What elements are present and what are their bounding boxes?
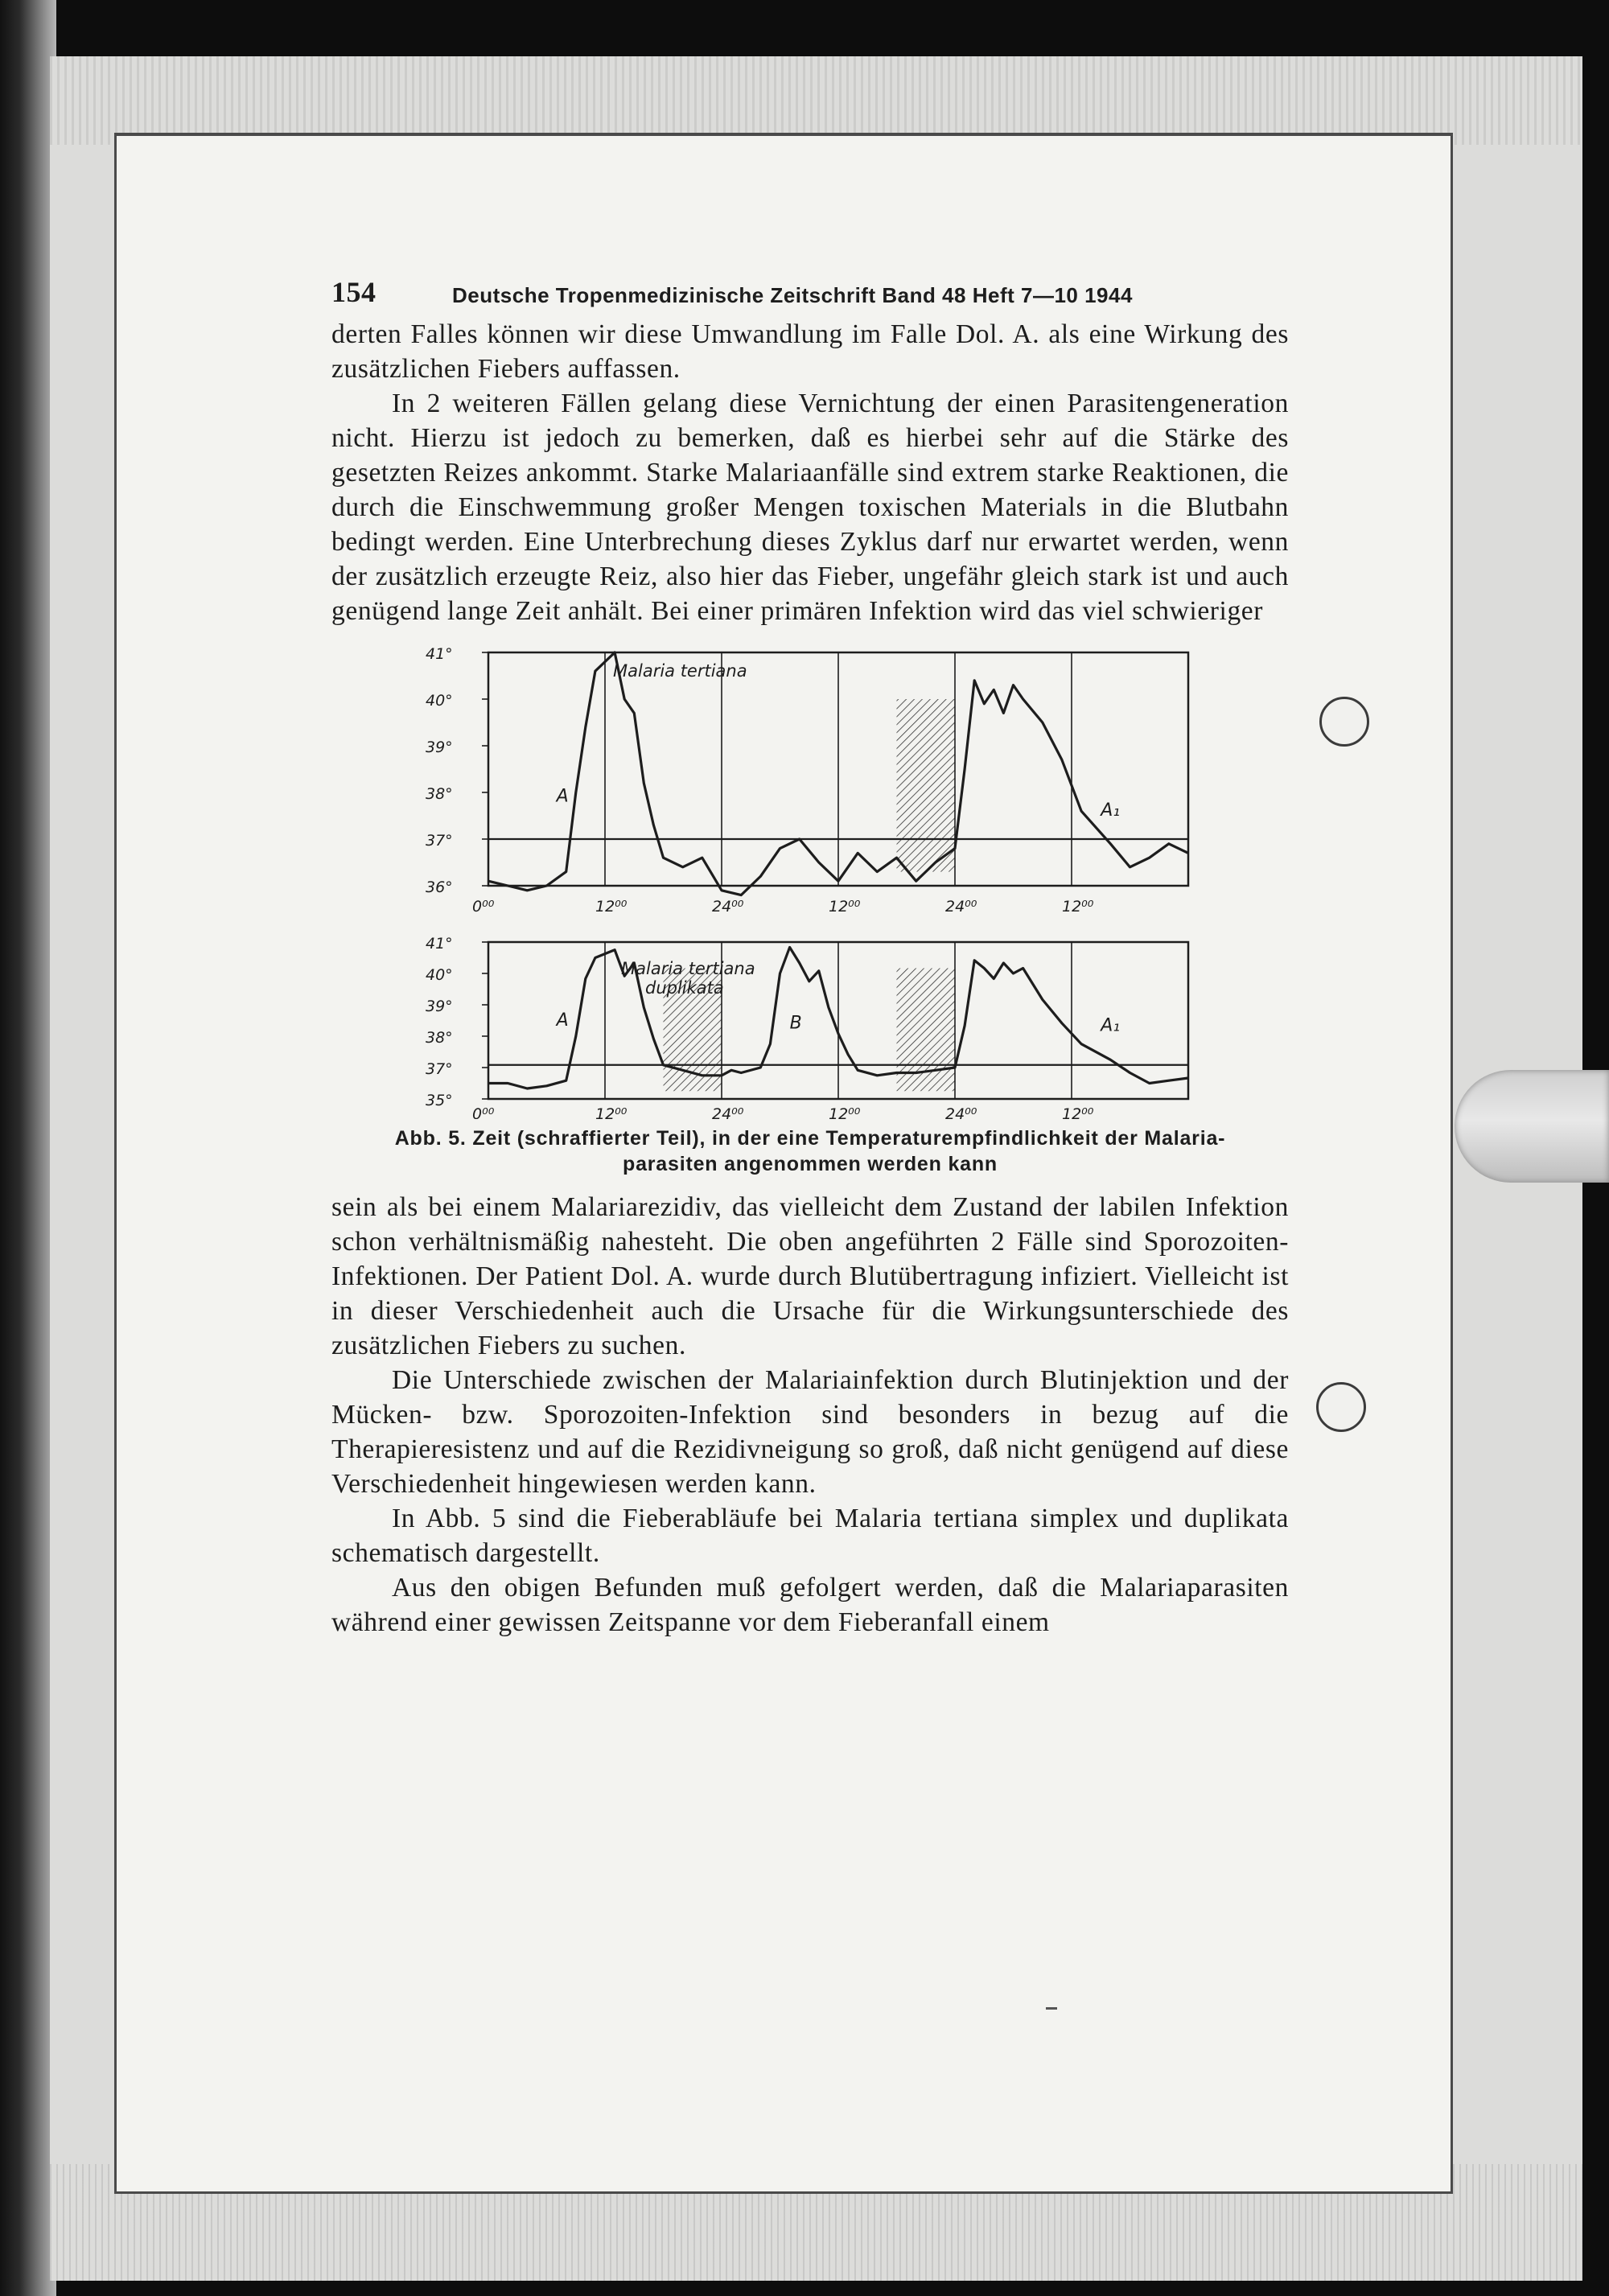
page-number: 154 <box>331 276 377 308</box>
running-header <box>331 276 1289 317</box>
x-tick-label: 24⁰⁰ <box>712 1105 744 1119</box>
page-content <box>331 276 1289 1640</box>
y-tick-label: 39° <box>426 739 453 756</box>
paragraph: Die Unterschiede zwischen der Malariainfektion durch Blutinjektion und der Mücken- bzw. Sporozoiten-Infektion sind besonders in bezug auf die Therapieresistenz und auf die Rezidivneigung so groß, daß nicht genügend auf diese Verschiedenheit hingewiesen werden kann. <box>331 1365 1289 1499</box>
curve-label: A₁ <box>1101 800 1121 821</box>
y-tick-label: 38° <box>426 785 453 803</box>
x-tick-label: 0⁰⁰ <box>472 1105 495 1119</box>
y-tick-label: 38° <box>426 1029 453 1047</box>
x-tick-label: 24⁰⁰ <box>945 1105 977 1119</box>
x-tick-label: 12⁰⁰ <box>829 898 861 916</box>
y-tick-label: 37° <box>426 832 453 850</box>
y-tick-label: 37° <box>426 1060 453 1078</box>
x-tick-label: 12⁰⁰ <box>595 1105 628 1119</box>
y-tick-label: 39° <box>426 998 453 1015</box>
x-tick-label: 0⁰⁰ <box>472 898 495 916</box>
x-tick-label: 24⁰⁰ <box>945 898 977 916</box>
caption-line: parasiten angenommen werden kann <box>623 1153 998 1175</box>
paragraph: In 2 weiteren Fällen gelang diese Vernichtung der einen Parasitengeneration nicht. Hierzu ist jedoch zu bemerken, daß es hierbei sehr auf die Stärke des gesetzten Reizes ankommt. Starke Malariaanfälle sind extrem starke Reaktionen, die durch die Einschwemmung großer Mengen toxischen Materials in die Blutbahn bedingt werden. Eine Unterbrechung dieses Zyklus darf nur erwartet werden, wenn der zusätzlich erzeugte Reiz, also hier das Fieber, ungefähr gleich stark ist und auch genügend lange Zeit anhält. Bei einer primären Infektion wird das viel schwieriger <box>331 389 1289 626</box>
curve-label: A <box>556 1010 569 1031</box>
x-tick-label: 24⁰⁰ <box>712 898 744 916</box>
punch-hole-upper <box>1319 697 1369 747</box>
y-tick-label: 36° <box>426 878 453 896</box>
x-tick-label: 12⁰⁰ <box>1062 1105 1094 1119</box>
paper-clip <box>1455 1070 1609 1183</box>
chart-title: Malaria tertiana duplikata <box>621 959 755 998</box>
hatched-interval <box>897 699 956 872</box>
x-tick-label: 12⁰⁰ <box>595 898 628 916</box>
x-tick-label: 12⁰⁰ <box>829 1105 861 1119</box>
figure-caption <box>331 1125 1289 1177</box>
caption-line: Abb. 5. Zeit (schraffierter Teil), in der eine Temperaturempfindlichkeit der Malaria- <box>394 1127 1226 1150</box>
y-tick-label: 41° <box>426 645 453 663</box>
journal-title: Deutsche Tropenmedizinische Zeitschrift Band 48 Heft 7—10 1944 <box>452 283 1133 307</box>
y-tick-label: 35° <box>426 1092 453 1109</box>
binder-edge <box>0 0 56 2296</box>
x-tick-label: 12⁰⁰ <box>1062 898 1094 916</box>
text-block-after-figure <box>331 1190 1289 1640</box>
paragraph: In Abb. 5 sind die Fieberabläufe bei Malaria tertiana simplex und duplikata schematisch dargestellt. <box>331 1504 1289 1568</box>
y-tick-label: 40° <box>426 692 453 710</box>
y-tick-label: 41° <box>426 935 453 953</box>
text-block-before-figure <box>331 317 1289 628</box>
curve-label: B <box>789 1013 802 1034</box>
fever-chart-svg <box>331 644 1289 1119</box>
curve-label: A <box>556 786 569 807</box>
paragraph: Aus den obigen Befunden muß gefolgert werden, daß die Malariaparasiten während einer gewissen Zeitspanne vor dem Fieberanfall einem <box>331 1573 1289 1637</box>
stray-mark <box>1046 2007 1057 2010</box>
figure-fever-curves <box>331 644 1289 1119</box>
y-tick-label: 40° <box>426 966 453 984</box>
paragraph: derten Falles können wir diese Umwandlung im Falle Dol. A. als eine Wirkung des zusätzlichen Fiebers auffassen. <box>331 319 1289 384</box>
punch-hole-lower <box>1316 1382 1366 1432</box>
paragraph: sein als bei einem Malariarezidiv, das vielleicht dem Zustand der labilen Infektion schon verhältnismäßig nahesteht. Die oben angeführten 2 Fälle sind Sporozoiten-Infektionen. Der Patient Dol. A. wurde durch Blutübertragung infiziert. Vielleicht ist in dieser Verschiedenheit auch die Ursache für die Wirkungsunterschiede des zusätzlichen Fiebers zu suchen. <box>331 1192 1289 1360</box>
chart-title: Malaria tertiana <box>613 661 747 681</box>
curve-label: A₁ <box>1101 1015 1121 1036</box>
scan-noise-top <box>50 56 1582 145</box>
